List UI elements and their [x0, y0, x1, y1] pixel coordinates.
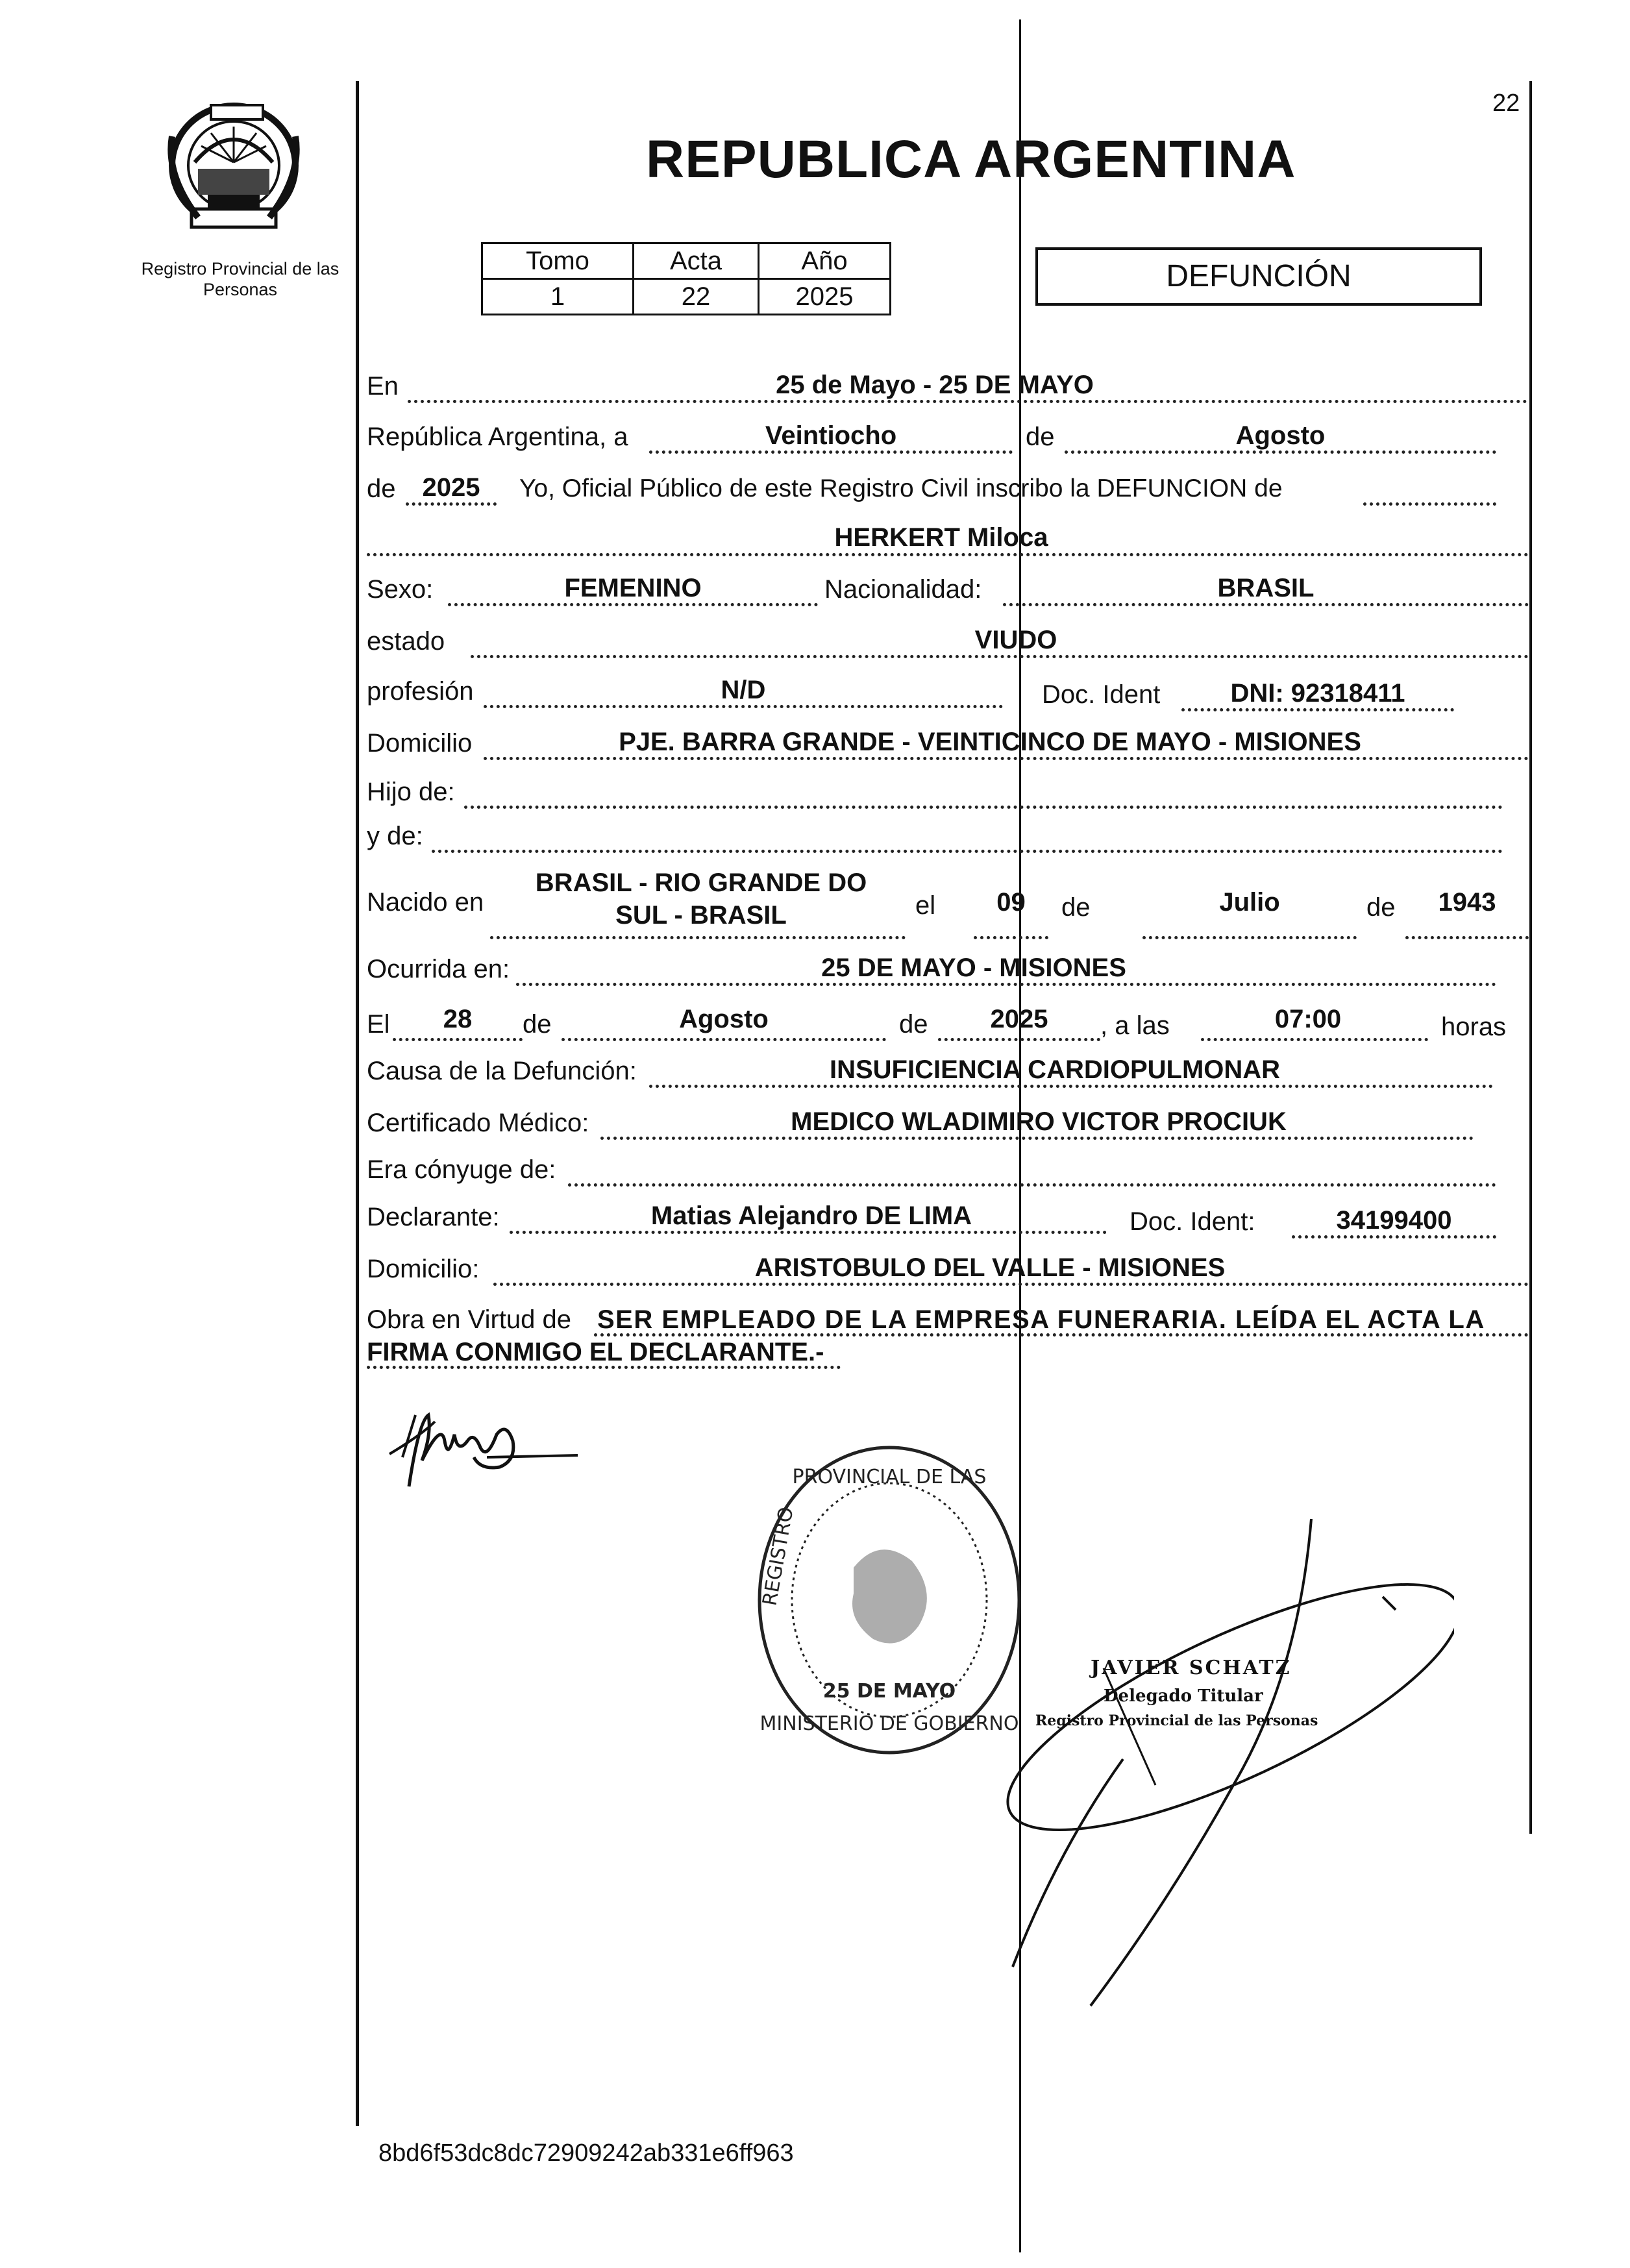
- obra-line1: SER EMPLEADO DE LA EMPRESA FUNERARIA. LEÍDA EL ACTA LA: [597, 1305, 1485, 1334]
- obra-line2: FIRMA CONMIGO EL DECLARANTE.-: [367, 1338, 824, 1366]
- decl-domicilio-value: ARISTOBULO DEL VALLE - MISIONES: [754, 1253, 1226, 1282]
- province-seal-logo: [159, 97, 308, 240]
- dotted-line: [1065, 450, 1496, 454]
- el-label: el: [915, 891, 936, 920]
- birth-year-value: 1943: [1438, 888, 1496, 917]
- obra-label: Obra en Virtud de: [367, 1305, 572, 1334]
- dotted-line: [448, 603, 818, 606]
- official-role: Delegado Titular: [1104, 1686, 1263, 1706]
- dotted-line: [471, 655, 1529, 658]
- doc-ident-label: Doc. Ident: [1042, 680, 1161, 709]
- tomo-header: Tomo: [482, 243, 634, 279]
- sexo-value: FEMENINO: [564, 574, 702, 602]
- acta-header: Acta: [634, 243, 759, 279]
- conyuge-label: Era cónyuge de:: [367, 1155, 556, 1184]
- acta-value: 22: [634, 279, 759, 315]
- en-value: 25 de Mayo - 25 DE MAYO: [776, 371, 1094, 399]
- certificado-value: MEDICO WLADIMIRO VICTOR PROCIUK: [791, 1107, 1287, 1136]
- svg-text:PROVINCIAL DE LAS: PROVINCIAL DE LAS: [792, 1466, 987, 1488]
- deceased-name-value: HERKERT Miloca: [834, 523, 1048, 552]
- ano-value: 2025: [759, 279, 891, 315]
- day-words-value: Veintiocho: [765, 421, 897, 450]
- death-year-value: 2025: [990, 1005, 1048, 1033]
- official-name: JAVIER SCHATZ: [1091, 1657, 1292, 1679]
- ocurrida-label: Ocurrida en:: [367, 955, 510, 983]
- record-type-box: DEFUNCIÓN: [1035, 247, 1482, 306]
- y-de-label: y de:: [367, 822, 423, 850]
- dotted-line: [974, 936, 1048, 939]
- de-label: de: [899, 1010, 928, 1039]
- de-label: de: [1366, 893, 1396, 922]
- decl-doc-label: Doc. Ident:: [1130, 1207, 1255, 1236]
- dotted-line: [1181, 708, 1454, 711]
- dotted-line: [1363, 502, 1496, 506]
- page-number: 22: [1492, 90, 1520, 117]
- dotted-line: [649, 450, 1013, 454]
- official-signature: [961, 1512, 1454, 2032]
- dotted-line: [649, 1085, 1493, 1088]
- dotted-line: [1003, 603, 1529, 606]
- profesion-value: N/D: [721, 676, 766, 704]
- estado-value: VIUDO: [974, 626, 1057, 654]
- decl-domicilio-label: Domicilio:: [367, 1255, 480, 1283]
- dotted-line: [1201, 1038, 1428, 1041]
- decl-doc-value: 34199400: [1336, 1206, 1452, 1235]
- dotted-line: [938, 1038, 1100, 1041]
- dotted-line: [484, 705, 1003, 708]
- dotted-line: [367, 553, 1529, 556]
- hijo-de-label: Hijo de:: [367, 778, 455, 806]
- dotted-line: [464, 806, 1503, 809]
- domicilio-label: Domicilio: [367, 729, 473, 758]
- statement-text: Yo, Oficial Público de este Registro Civil inscribo la DEFUNCION de: [519, 475, 1283, 502]
- El-label: El: [367, 1010, 390, 1039]
- de-label: de: [1061, 893, 1091, 922]
- declarant-signature: [383, 1396, 591, 1499]
- nacido-en-value: BRASIL - RIO GRANDE DO SUL - BRASIL: [535, 869, 867, 930]
- declarante-value: Matias Alejandro DE LIMA: [650, 1202, 972, 1230]
- right-margin-rule: [1529, 81, 1532, 1834]
- dotted-line: [490, 936, 906, 939]
- dotted-line: [406, 502, 497, 506]
- nacionalidad-label: Nacionalidad:: [824, 575, 982, 604]
- page-title: REPUBLICA ARGENTINA: [646, 130, 1296, 189]
- a-las-label: , a las: [1100, 1011, 1170, 1040]
- dotted-line: [568, 1183, 1496, 1187]
- doc-ident-value: DNI: 92318411: [1230, 679, 1405, 708]
- document-hash: 8bd6f53dc8dc72909242ab331e6ff963: [378, 2139, 794, 2167]
- causa-label: Causa de la Defunción:: [367, 1057, 637, 1085]
- ocurrida-value: 25 DE MAYO - MISIONES: [821, 954, 1126, 982]
- nacido-label: Nacido en: [367, 888, 484, 917]
- dotted-line: [1292, 1235, 1496, 1239]
- nacionalidad-value: BRASIL: [1217, 574, 1315, 602]
- registry-label: Registro Provincial de las Personas: [141, 259, 340, 300]
- dotted-line: [432, 850, 1503, 853]
- dotted-line: [510, 1231, 1107, 1234]
- dotted-line: [493, 1283, 1529, 1286]
- domicilio-value: PJE. BARRA GRANDE - VEINTICINCO DE MAYO - MISIONES: [619, 728, 1361, 756]
- death-month-value: Agosto: [679, 1005, 769, 1033]
- dotted-line: [516, 983, 1496, 986]
- left-margin-rule: [356, 81, 359, 2126]
- de-label: de: [523, 1010, 552, 1039]
- causa-value: INSUFICIENCIA CARDIOPULMONAR: [829, 1055, 1281, 1084]
- sexo-label: Sexo:: [367, 575, 434, 604]
- en-label: En: [367, 372, 399, 401]
- dotted-line: [367, 1366, 841, 1369]
- svg-text:MINISTERIO DE GOBIERNO: MINISTERIO DE GOBIERNO: [759, 1712, 1019, 1735]
- year-value: 2025: [422, 473, 480, 502]
- dotted-line: [408, 400, 1527, 403]
- estado-label: estado: [367, 627, 445, 656]
- dotted-line: [594, 1333, 1529, 1337]
- de-label: de: [1026, 423, 1055, 451]
- tomo-value: 1: [482, 279, 634, 315]
- year-prefix-label: de: [367, 475, 396, 503]
- birth-day-value: 09: [996, 888, 1026, 917]
- month-value: Agosto: [1235, 421, 1326, 450]
- ano-header: Año: [759, 243, 891, 279]
- dotted-line: [1405, 936, 1529, 939]
- death-day-value: 28: [443, 1005, 473, 1033]
- svg-text:25 DE MAYO: 25 DE MAYO: [822, 1680, 956, 1703]
- profesion-label: profesión: [367, 677, 474, 706]
- certificado-label: Certificado Médico:: [367, 1109, 589, 1137]
- dotted-line: [600, 1137, 1474, 1140]
- dotted-line: [562, 1038, 886, 1041]
- declarante-label: Declarante:: [367, 1203, 500, 1231]
- death-time-value: 07:00: [1274, 1005, 1342, 1033]
- dotted-line: [1142, 936, 1357, 939]
- republica-label: República Argentina, a: [367, 423, 628, 451]
- official-office: Registro Provincial de las Personas: [1035, 1712, 1318, 1729]
- birth-month-value: Julio: [1219, 888, 1280, 917]
- svg-text:REGISTRO: REGISTRO: [758, 1505, 798, 1608]
- horas-label: horas: [1441, 1013, 1507, 1041]
- dotted-line: [484, 757, 1529, 760]
- dotted-line: [393, 1038, 523, 1041]
- book-reference-table: [481, 242, 891, 315]
